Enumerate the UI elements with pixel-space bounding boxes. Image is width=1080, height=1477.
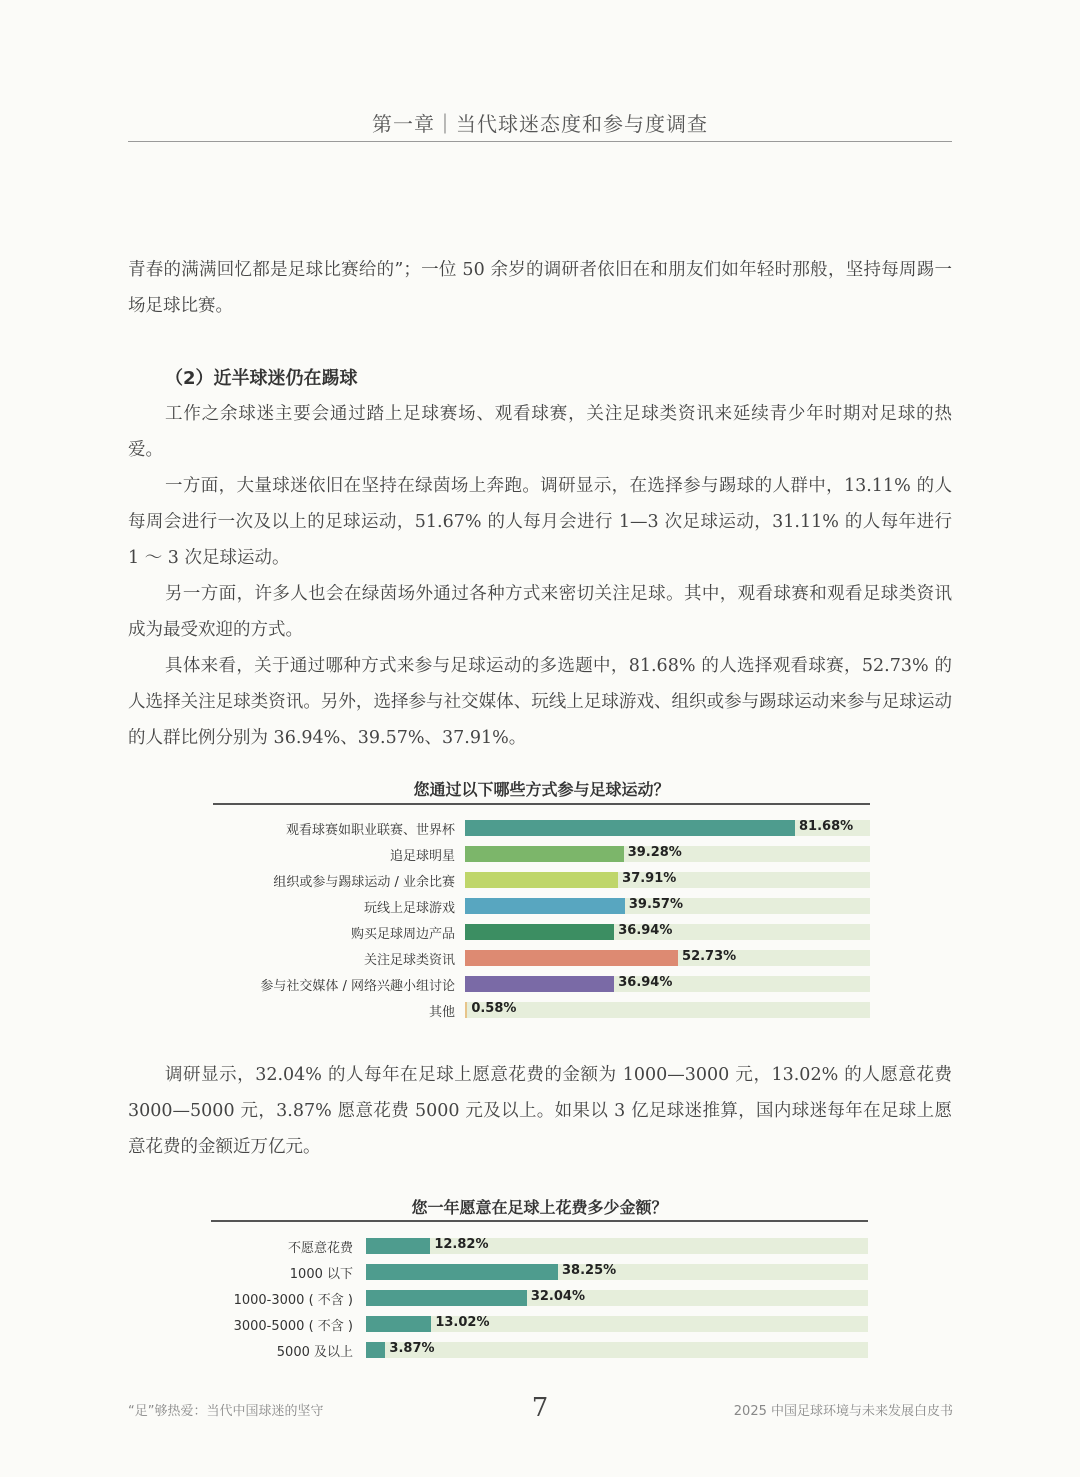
category-label: 1000-3000 ( 不含 ): [233, 1293, 353, 1308]
bar-value-label: 3.87%: [389, 1341, 435, 1356]
category-label: 不愿意花费: [287, 1241, 353, 1256]
paragraph-4: 另一方面，许多人也会在绿茵场外通过各种方式来密切关注足球。其中，观看球赛和观看足球类资讯成为最受欢迎的方式。: [128, 584, 952, 640]
bar: [366, 1342, 385, 1358]
section-subheading: （2）近半球迷仍在踢球: [165, 368, 358, 389]
chapter-header: 第一章｜当代球迷态度和参与度调查: [372, 112, 708, 136]
bar: [366, 1264, 558, 1280]
category-label: 组织或参与踢球运动 / 业余比赛: [273, 875, 455, 890]
chart-title: 您一年愿意在足球上花费多少金额？: [411, 1198, 668, 1217]
paragraph-3: 一方面，大量球迷依旧在坚持在绿茵场上奔跑。调研显示，在选择参与踢球的人群中，13.11% 的人每周会进行一次及以上的足球运动，51.67% 的人每月会进行 1—3 次足球运动，31.11% 的人每年进行 1 ～ 3 次足球运动。: [128, 476, 952, 568]
chart-title-rule: [213, 803, 870, 805]
bar-value-label: 13.02%: [435, 1315, 490, 1330]
bar-value-label: 0.58%: [471, 1001, 517, 1016]
bar: [465, 872, 618, 888]
paragraph-2: 工作之余球迷主要会通过踏上足球赛场、观看球赛，关注足球类资讯来延续青少年时期对足球的热爱。: [128, 404, 952, 460]
category-label: 5000 及以上: [276, 1345, 353, 1360]
footer-left-text: “足”够热爱：当代中国球迷的坚守: [128, 1404, 324, 1419]
bar-value-label: 38.25%: [562, 1263, 617, 1278]
bar-value-label: 37.91%: [622, 871, 677, 886]
category-label: 关注足球类资讯: [363, 953, 455, 968]
bar-value-label: 12.82%: [434, 1237, 489, 1252]
bar-value-label: 39.28%: [627, 845, 682, 860]
category-label: 购买足球周边产品: [350, 927, 455, 942]
page-number: 7: [531, 1393, 549, 1423]
paragraph-6: 调研显示，32.04% 的人每年在足球上愿意花费的金额为 1000—3000 元，13.02% 的人愿意花费 3000—5000 元，3.87% 愿意花费 5000 元及以上。如果以 3 亿足球迷推算，国内球迷每年在足球上愿意花费的金额近万亿元。: [128, 1065, 952, 1157]
bar: [465, 820, 795, 836]
chart-title-rule: [211, 1220, 868, 1222]
bar-value-label: 36.94%: [618, 975, 673, 990]
category-label: 观看球赛如职业联赛、世界杯: [285, 823, 455, 838]
bar-value-label: 81.68%: [799, 819, 854, 834]
bar: [465, 950, 678, 966]
bar-track: [366, 1342, 868, 1358]
category-label: 参与社交媒体 / 网络兴趣小组讨论: [260, 979, 455, 994]
paragraph-5: 具体来看，关于通过哪种方式来参与足球运动的多选题中，81.68% 的人选择观看球赛，52.73% 的人选择关注足球类资讯。另外，选择参与社交媒体、玩线上足球游戏、组织或参与踢球运动来参与足球运动的人群比例分别为 36.94%、39.57%、37.91%。: [128, 656, 952, 748]
category-label: 1000 以下: [289, 1267, 353, 1282]
bar-value-label: 39.57%: [628, 897, 684, 912]
bar: [465, 924, 614, 940]
bar-value-label: 32.04%: [530, 1289, 585, 1304]
bar: [465, 1002, 467, 1018]
category-label: 3000-5000 ( 不含 ): [233, 1319, 353, 1334]
bar-value-label: 52.73%: [682, 949, 737, 964]
bar: [366, 1316, 431, 1332]
chart-title: 您通过以下哪些方式参与足球运动？: [413, 780, 670, 799]
category-label: 其他: [428, 1005, 455, 1020]
bar: [465, 846, 624, 862]
bar: [465, 898, 625, 914]
category-label: 追足球明星: [389, 849, 455, 864]
category-label: 玩线上足球游戏: [363, 901, 455, 916]
bar: [366, 1238, 430, 1254]
paragraph-1: 青春的满满回忆都是足球比赛给的”；一位 50 余岁的调研者依旧在和朋友们如年轻时那般，坚持每周踢一场足球比赛。: [128, 260, 952, 316]
bar-value-label: 36.94%: [618, 923, 673, 938]
header-divider: [128, 141, 952, 142]
footer-right-text: 2025 中国足球环境与未来发展白皮书: [733, 1404, 953, 1419]
bar: [465, 976, 614, 992]
bar: [366, 1290, 527, 1306]
bar-track: [465, 1002, 870, 1018]
